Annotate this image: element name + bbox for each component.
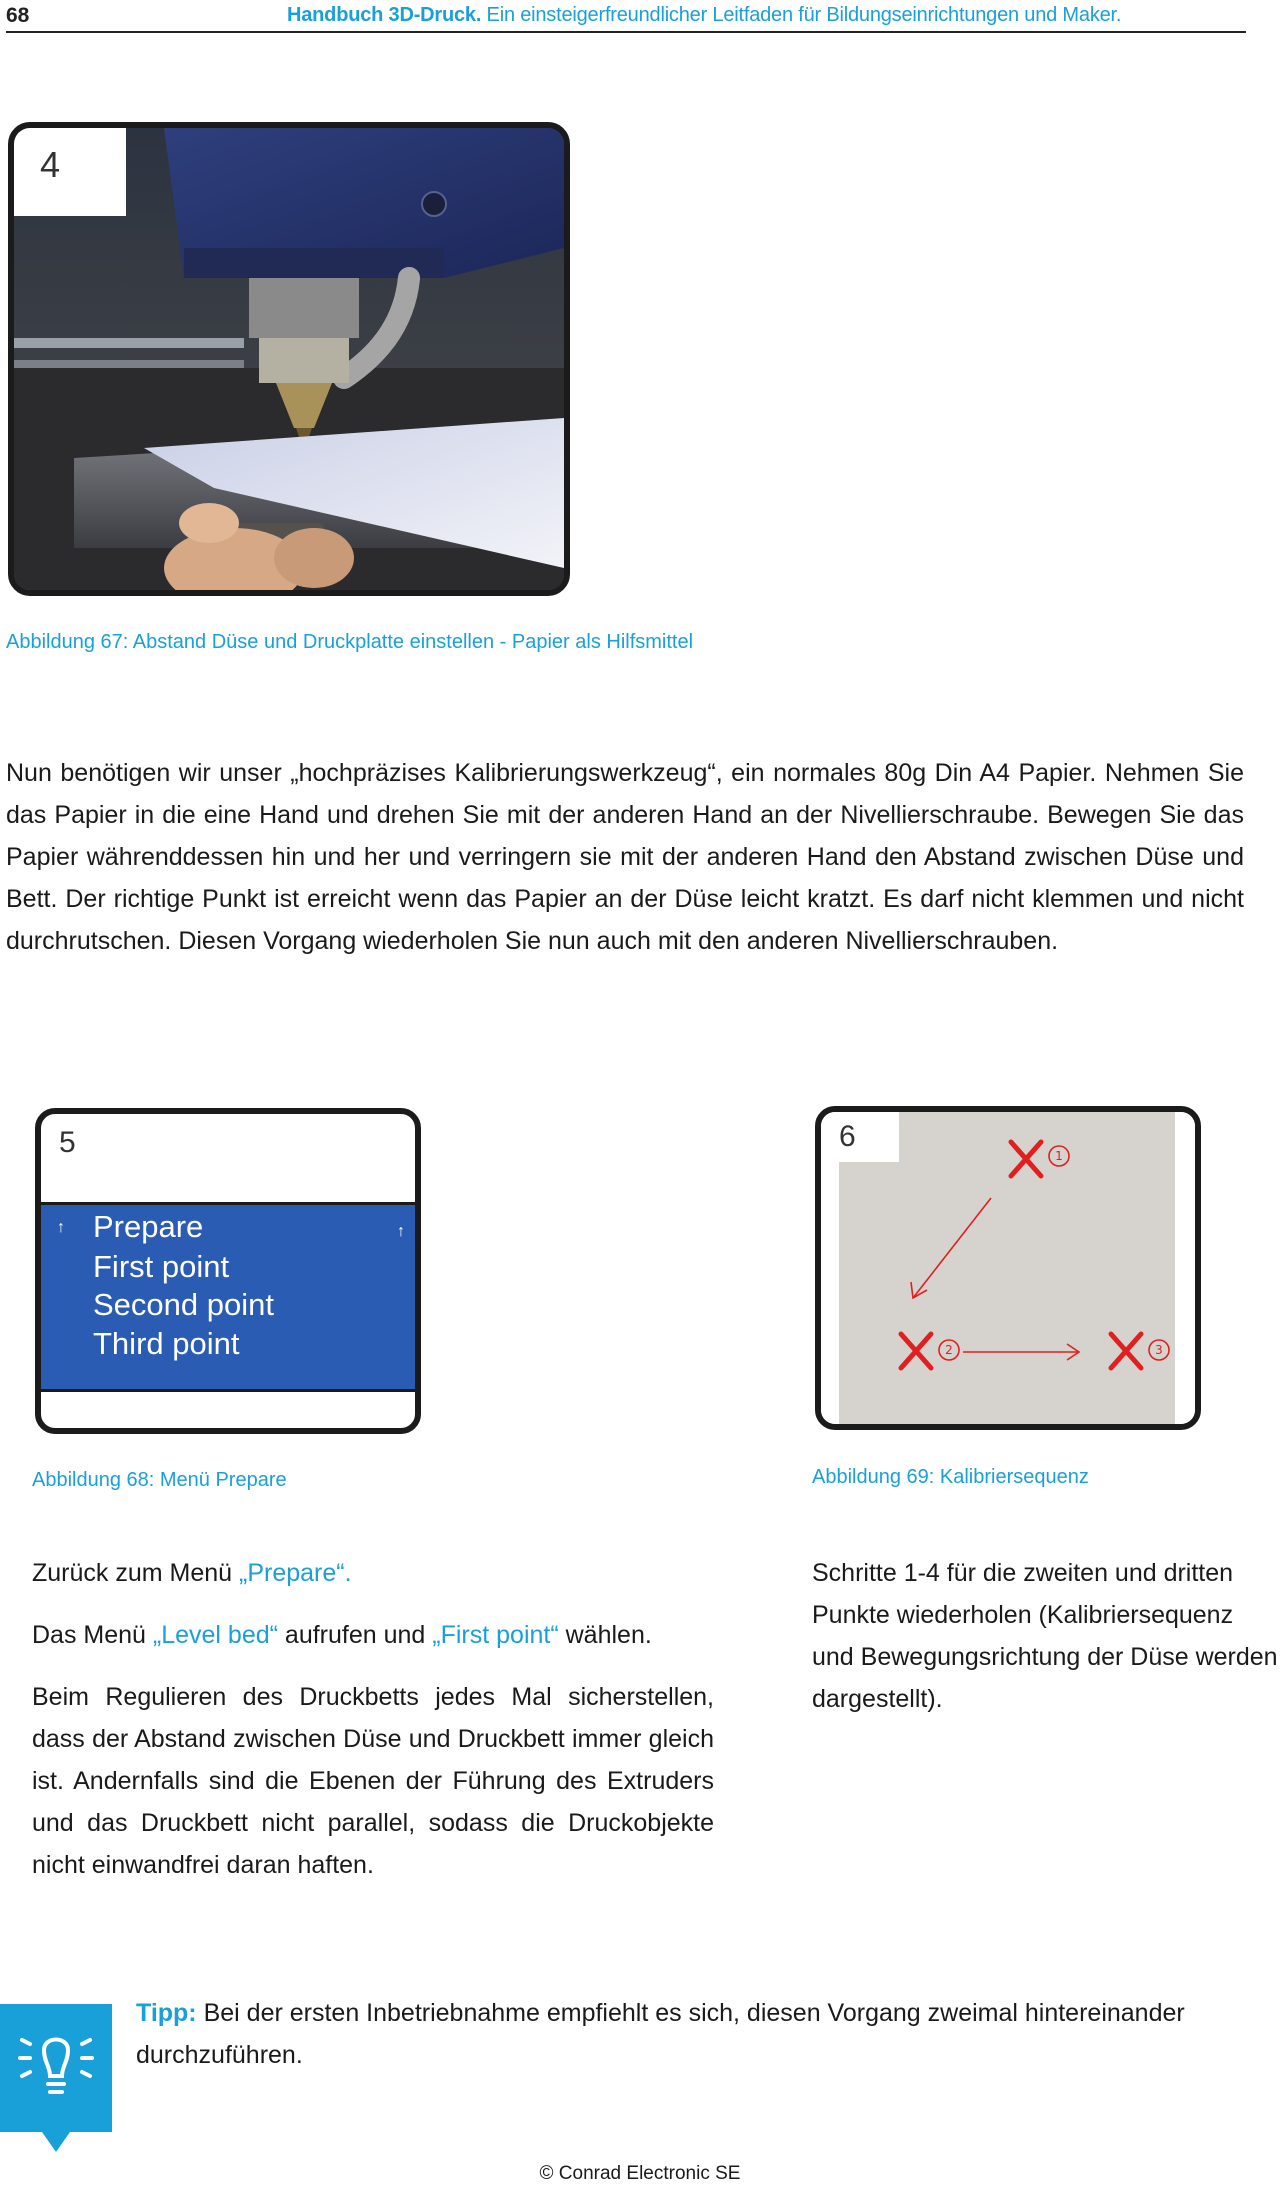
instruction-line-level-bed (32, 1614, 714, 1656)
up-arrow-icon: ↑ (57, 1219, 65, 1236)
menu-item-second-point: Second point (93, 1287, 274, 1322)
menu-reference-level-bed: „Level bed“ (152, 1621, 278, 1649)
repeat-steps-paragraph: Schritte 1-4 für die zweiten und dritten Punkte wiederholen (Kalibriersequenz und Bewegungsrichtung der Düse werden dargestellt). (812, 1559, 1278, 1713)
figure-67-caption: Abbildung 67: Abstand Düse und Druckplatte einstellen - Papier als Hilfsmittel (6, 631, 694, 653)
menu-reference-first-point: „First point“ (432, 1621, 559, 1649)
svg-text:1: 1 (1055, 1149, 1063, 1163)
step-number: 6 (839, 1120, 856, 1153)
left-column (32, 1552, 714, 1886)
text-suffix: wählen. (558, 1621, 652, 1649)
figure-calibration-sequence (815, 1106, 1201, 1430)
up-arrow-icon: ↑ (397, 1223, 405, 1240)
tip-body: Bei der ersten Inbetriebnahme empfiehlt es sich, diesen Vorgang zweimal hintereinander durchzuführen. (136, 1999, 1185, 2069)
text-prefix: Zurück zum Menü (32, 1559, 240, 1587)
running-header-subtitle: Ein einsteigerfreundlicher Leitfaden für Bildungseinrichtungen und Maker. (481, 4, 1122, 26)
instruction-line-prepare (32, 1552, 714, 1594)
tip-callout (136, 1992, 1246, 2076)
tip-icon-badge (0, 2004, 112, 2152)
svg-text:3: 3 (1155, 1343, 1163, 1357)
page-footer: © Conrad Electronic SE (539, 2163, 741, 2184)
page-number: 68 (6, 4, 30, 27)
menu-item-first-point: First point (93, 1249, 230, 1284)
leveling-paragraph: Beim Regulieren des Druckbetts jedes Mal sicherstellen, dass der Abstand zwischen Düse und Druckbett immer gleich ist. Andernfalls sind die Ebenen der Führung des Extruders und das Druckbett nicht parallel, sodass die Druckobjekte nicht einwandfrei daran haften. (32, 1683, 714, 1879)
figure-68-caption: Abbildung 68: Menü Prepare (32, 1469, 287, 1491)
step-number: 4 (40, 144, 61, 185)
calibration-sequence-diagram (821, 1112, 1195, 1424)
header-rule (6, 31, 1246, 33)
step-number-badge (14, 128, 126, 216)
step-number: 5 (59, 1126, 76, 1159)
running-header-title: Handbuch 3D-Druck. (287, 4, 482, 26)
lightbulb-icon (0, 2004, 112, 2152)
figure-printer-nozzle-photo (8, 122, 570, 596)
right-column (812, 1552, 1280, 1720)
menu-item-third-point: Third point (93, 1326, 240, 1361)
menu-item-prepare: Prepare (93, 1209, 204, 1244)
tip-label: Tipp: (136, 1999, 197, 2027)
svg-text:2: 2 (945, 1343, 953, 1357)
figure-prepare-menu (35, 1108, 421, 1434)
text-middle: aufrufen und (277, 1621, 433, 1649)
menu-reference-prepare: „Prepare“. (239, 1559, 352, 1587)
running-header (287, 4, 1121, 27)
lcd-menu-panel (41, 1202, 415, 1392)
text-prefix: Das Menü (32, 1621, 153, 1649)
instruction-paragraph: Nun benötigen wir unser „hochpräzises Kalibrierungswerkzeug“, ein normales 80g Din A4 Papier. Nehmen Sie das Papier in die eine Hand und drehen Sie mit der anderen Hand an der Nivellierschraube. Bewegen Sie das Papier währenddessen hin und her und verringern sie mit der anderen Hand den Abstand zwischen Düse und Bett. Der richtige Punkt ist erreicht wenn das Papier an der Düse leicht kratzt. Es darf nicht klemmen und nicht durchrutschen. Diesen Vorgang wiederholen Sie nun auch mit den anderen Nivellierschrauben. (6, 759, 1244, 955)
figure-69-caption: Abbildung 69: Kalibriersequenz (812, 1466, 1089, 1488)
